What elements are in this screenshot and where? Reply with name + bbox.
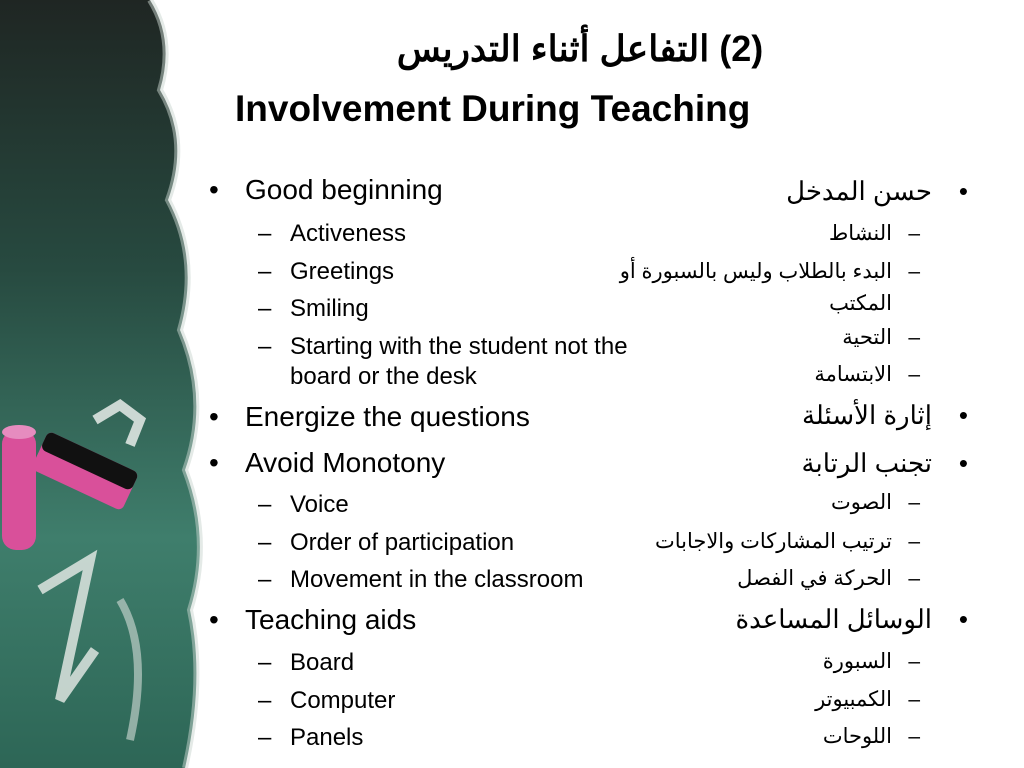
list-subitem: – Panels (258, 724, 364, 751)
list-subitem: – Greetings (258, 258, 395, 285)
bullet: • (958, 400, 968, 430)
dash: – (258, 529, 272, 556)
dash: – (908, 260, 920, 283)
dash: – (258, 295, 272, 322)
dash: – (258, 333, 272, 360)
dash: – (258, 649, 272, 676)
list-subitem: – Movement in the classroom (258, 566, 584, 593)
list-subitem: – الصوت (831, 487, 892, 519)
list-subitem: – النشاط (829, 218, 892, 250)
list-item: • Teaching aids (209, 604, 417, 635)
bullet: • (958, 448, 968, 478)
list-subitem: – اللوحات (823, 721, 892, 753)
dash: – (908, 530, 920, 553)
dash: – (258, 220, 272, 247)
bullet: • (209, 604, 219, 635)
list-subitem: – الابتسامة (814, 359, 892, 391)
dash: – (908, 650, 920, 673)
list-subitem: – الكمبيوتر (815, 684, 892, 716)
list-subitem: – Order of participation (258, 529, 515, 556)
dash: – (908, 222, 920, 245)
bullet: • (958, 604, 968, 634)
dash: – (258, 724, 272, 751)
dash: – (258, 258, 272, 285)
dash: – (908, 688, 920, 711)
list-subitem: – Computer (258, 687, 396, 714)
list-subitem: – Voice (258, 491, 349, 518)
bullet: • (209, 174, 219, 205)
list-subitem: – Smiling (258, 295, 369, 322)
list-subitem: – Starting with the student not the board or the desk (258, 333, 628, 390)
list-subitem: – Board (258, 649, 355, 676)
list-item: • حسن المدخل (786, 176, 968, 206)
bullet: • (209, 401, 219, 432)
list-item: • الوسائل المساعدة (735, 604, 968, 634)
list-item: • إثارة الأسئلة (801, 400, 968, 430)
list-item: • تجنب الرتابة (801, 448, 968, 478)
title-english: Involvement During Teaching (235, 88, 751, 129)
list-subitem: – Activeness (258, 220, 407, 247)
dash: – (908, 567, 920, 590)
list-subitem: – السبورة (823, 646, 892, 678)
chalkboard-image (0, 0, 215, 768)
title-arabic: (2) التفاعل أثناء التدريس (396, 28, 764, 69)
list-item: • Energize the questions (209, 401, 530, 432)
bullet: • (209, 447, 219, 478)
list-subitem: – البدء بالطلاب وليس بالسبورة أو المكتب (612, 256, 892, 320)
dash: – (258, 491, 272, 518)
bullet: • (958, 176, 968, 206)
dash: – (908, 491, 920, 514)
dash: – (908, 363, 920, 386)
list-item: • Good beginning (209, 174, 443, 205)
dash: – (908, 725, 920, 748)
dash: – (258, 687, 272, 714)
list-subitem: – ترتيب المشاركات والاجابات (655, 526, 892, 558)
list-item: • Avoid Monotony (209, 447, 446, 478)
list-subitem: – الحركة في الفصل (737, 563, 892, 595)
dash: – (908, 326, 920, 349)
list-subitem: – التحية (842, 322, 892, 354)
dash: – (258, 566, 272, 593)
